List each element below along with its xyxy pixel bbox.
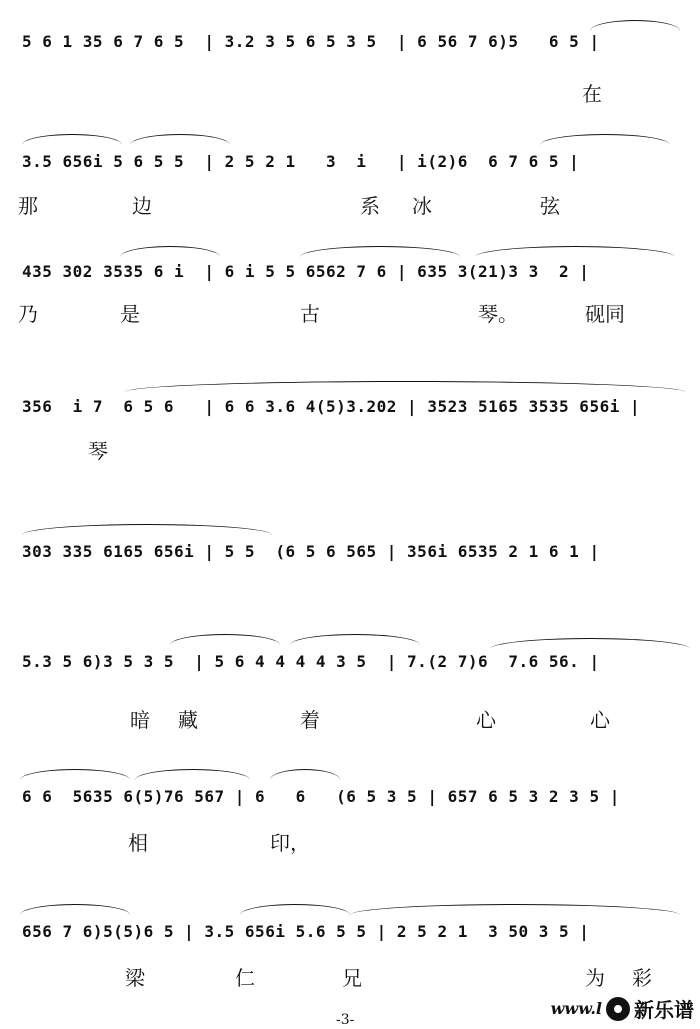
lyric: 心 [476, 708, 496, 732]
slur [120, 246, 220, 257]
slur [130, 134, 230, 145]
notation-line: 656 7 6)5(5)6 5 | 3.5 656i 5.6 5 5 | 2 5 2 1 3 50 3 5 | [22, 922, 590, 941]
lyrics-line [0, 704, 700, 730]
slur [125, 381, 685, 392]
lyric: 印， [270, 831, 310, 855]
watermark [551, 994, 694, 1023]
slur [22, 134, 122, 145]
lyric: 在 [582, 82, 602, 106]
lyrics-line [0, 962, 700, 988]
watermark-url: www.l [550, 999, 602, 1018]
slur [170, 634, 280, 645]
lyric: 梁 [125, 966, 145, 990]
notation-line: 3.5 656i 5 6 5 5 | 2 5 2 1 3 i | i(2)6 6 7 6 5 | [22, 152, 580, 171]
slur [20, 904, 130, 915]
lyric: 仁 [235, 966, 255, 990]
record-disc-icon [606, 997, 630, 1021]
slur [135, 769, 250, 780]
lyrics-line [0, 435, 700, 461]
lyric: 是 [120, 302, 140, 326]
lyric: 那 [18, 194, 38, 218]
lyrics-line [0, 298, 700, 324]
lyrics-line [0, 827, 700, 853]
slur [540, 134, 670, 145]
lyric: 边 [132, 194, 152, 218]
lyric: 为 [585, 966, 605, 990]
slur [22, 524, 272, 535]
lyrics-line [0, 190, 700, 216]
page-number: -3- [336, 1012, 355, 1028]
slur [240, 904, 350, 915]
slur [270, 769, 340, 780]
lyric: 冰 [412, 194, 432, 218]
slur [290, 634, 420, 645]
notation-line: 5 6 1 35 6 7 6 5 | 3.2 3 5 6 5 3 5 | 6 56 7 6)5 6 5 | [22, 32, 600, 51]
lyric: 弦 [540, 194, 560, 218]
slur [475, 246, 675, 257]
slur [590, 20, 680, 31]
lyric: 琴 [88, 439, 108, 463]
lyric: 相 [128, 831, 148, 855]
lyric: 乃 [18, 302, 38, 326]
slur [490, 638, 690, 649]
slur [350, 904, 680, 915]
slur [300, 246, 460, 257]
lyric: 着 [300, 708, 320, 732]
lyric: 心 [590, 708, 610, 732]
lyric: 古 [300, 302, 320, 326]
lyric: 暗 [130, 708, 150, 732]
lyric: 兄 [342, 966, 362, 990]
notation-line: 435 302 3535 6 i | 6 i 5 5 6562 7 6 | 635 3(21)3 3 2 | [22, 262, 590, 281]
lyric: 彩 [632, 966, 652, 990]
lyric: 系 [360, 194, 380, 218]
lyrics-line [0, 78, 700, 104]
lyric: 砚同 [585, 302, 625, 326]
notation-line: 356 i 7 6 5 6 | 6 6 3.6 4(5)3.202 | 3523 5165 3535 656i | [22, 397, 641, 416]
slur [20, 769, 130, 780]
notation-line: 303 335 6165 656i | 5 5 (6 5 6 565 | 356i 6535 2 1 6 1 | [22, 542, 600, 561]
lyric: 琴。 [478, 302, 518, 326]
watermark-brand: 新乐谱 [634, 998, 694, 1022]
notation-line: 6 6 5635 6(5)76 567 | 6 6 (6 5 3 5 | 657 6 5 3 2 3 5 | [22, 787, 620, 806]
notation-line: 5.3 5 6)3 5 3 5 | 5 6 4 4 4 4 3 5 | 7.(2 7)6 7.6 56. | [22, 652, 600, 671]
lyric: 藏 [178, 708, 198, 732]
